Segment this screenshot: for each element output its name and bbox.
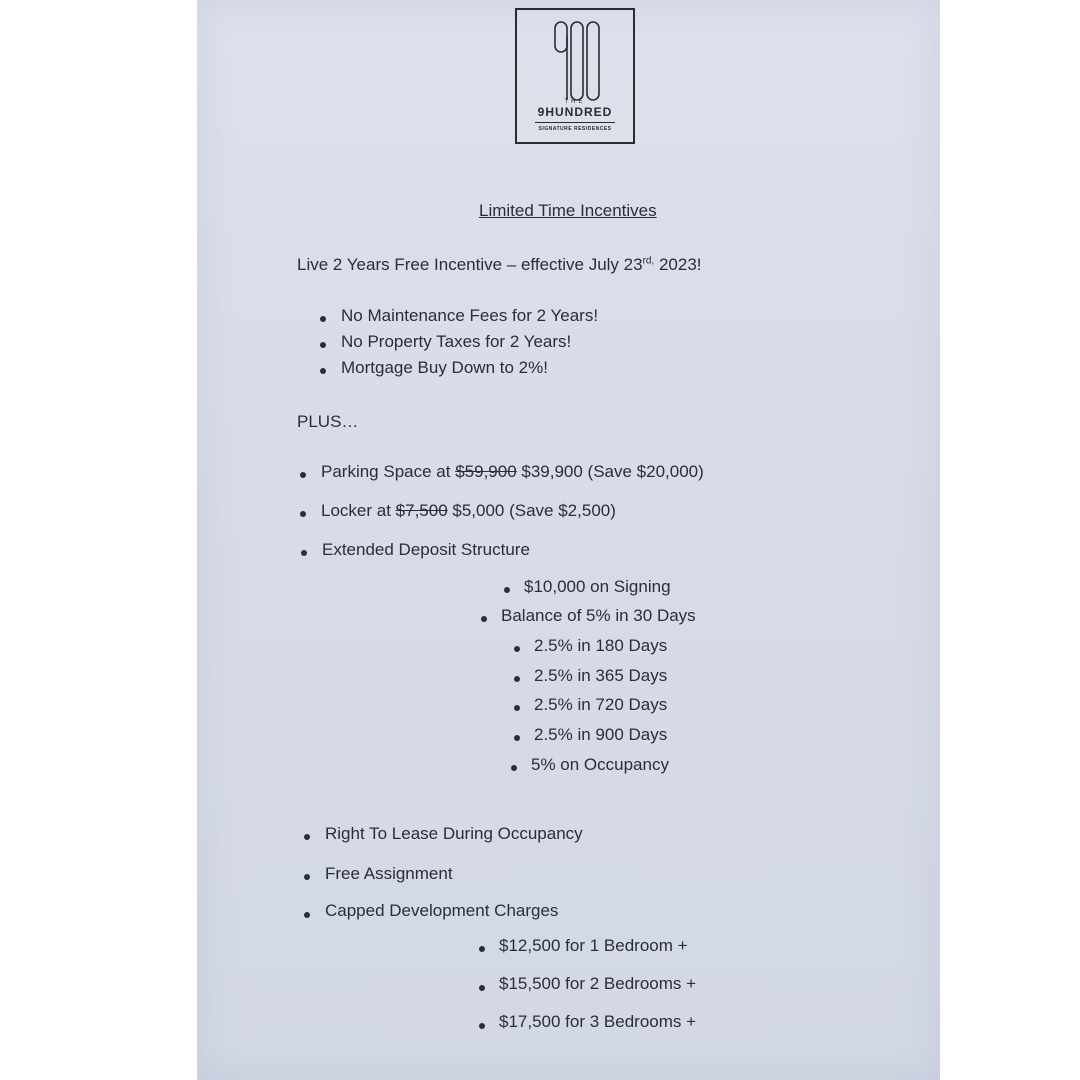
- bullet-icon: [320, 342, 326, 348]
- deposit-signing: $10,000 on Signing: [524, 577, 671, 596]
- bullet-icon: [479, 1023, 485, 1029]
- charge-item: $15,500 for 2 Bedrooms +: [499, 974, 697, 993]
- bullet-icon: [479, 946, 485, 952]
- intro-text: Live 2 Years Free Incentive – effective July 23: [297, 255, 643, 274]
- bullet-icon: [320, 316, 326, 322]
- bullet-icon: [304, 834, 310, 840]
- locker-rest: $5,000 (Save $2,500): [447, 501, 616, 520]
- schedule-item: 5% on Occupancy: [531, 755, 669, 774]
- bullet-icon: [300, 472, 306, 478]
- locker-old-price: $7,500: [395, 501, 448, 520]
- bullet-icon: [300, 511, 306, 517]
- schedule-item: 2.5% in 365 Days: [534, 666, 668, 685]
- charge-item: $12,500 for 1 Bedroom +: [499, 936, 688, 955]
- logo-divider: [535, 122, 615, 123]
- parking-prefix: Parking Space at: [321, 462, 456, 481]
- bullet-icon: [301, 550, 307, 556]
- bullet-icon: [514, 676, 520, 682]
- deposit-balance: Balance of 5% in 30 Days: [501, 606, 696, 625]
- schedule-item: 2.5% in 720 Days: [534, 695, 668, 714]
- locker-item: [321, 501, 616, 521]
- bullet-icon: [304, 874, 310, 880]
- page-heading: Limited Time Incentives: [479, 201, 657, 220]
- list-item: Capped Development Charges: [325, 901, 559, 920]
- bullet-icon: [511, 765, 517, 771]
- schedule-item: 2.5% in 900 Days: [534, 725, 668, 744]
- deposit-label: Extended Deposit Structure: [322, 540, 530, 559]
- list-item: No Property Taxes for 2 Years!: [341, 332, 572, 351]
- bullet-icon: [514, 705, 520, 711]
- list-item: Mortgage Buy Down to 2%!: [341, 358, 548, 377]
- bullet-icon: [304, 912, 310, 918]
- bullet-icon: [479, 985, 485, 991]
- bullet-icon: [320, 368, 326, 374]
- bullet-icon: [514, 646, 520, 652]
- logo-the: THE: [564, 99, 586, 105]
- parking-old-price: $59,900: [455, 462, 517, 481]
- logo-subtitle: SIGNATURE RESIDENCES: [538, 126, 612, 132]
- schedule-item: 2.5% in 180 Days: [534, 636, 668, 655]
- bullet-icon: [514, 735, 520, 741]
- plus-label: PLUS…: [297, 412, 359, 431]
- list-item: Right To Lease During Occupancy: [325, 824, 583, 843]
- bullet-icon: [481, 616, 487, 622]
- paper-sheet: [197, 0, 940, 1080]
- list-item: Free Assignment: [325, 864, 453, 883]
- logo-name: 9HUNDRED: [537, 105, 613, 119]
- intro-line: [297, 255, 702, 275]
- parking-rest: $39,900 (Save $20,000): [516, 462, 704, 481]
- parking-item: [321, 462, 704, 482]
- list-item: No Maintenance Fees for 2 Years!: [341, 306, 599, 325]
- locker-prefix: Locker at: [321, 501, 396, 520]
- bullet-icon: [504, 587, 510, 593]
- logo: [515, 8, 635, 144]
- intro-sup: rd,: [642, 255, 655, 267]
- logo-900-mark: [553, 20, 601, 102]
- charge-item: $17,500 for 3 Bedrooms +: [499, 1012, 697, 1031]
- intro-year: 2023!: [654, 255, 702, 274]
